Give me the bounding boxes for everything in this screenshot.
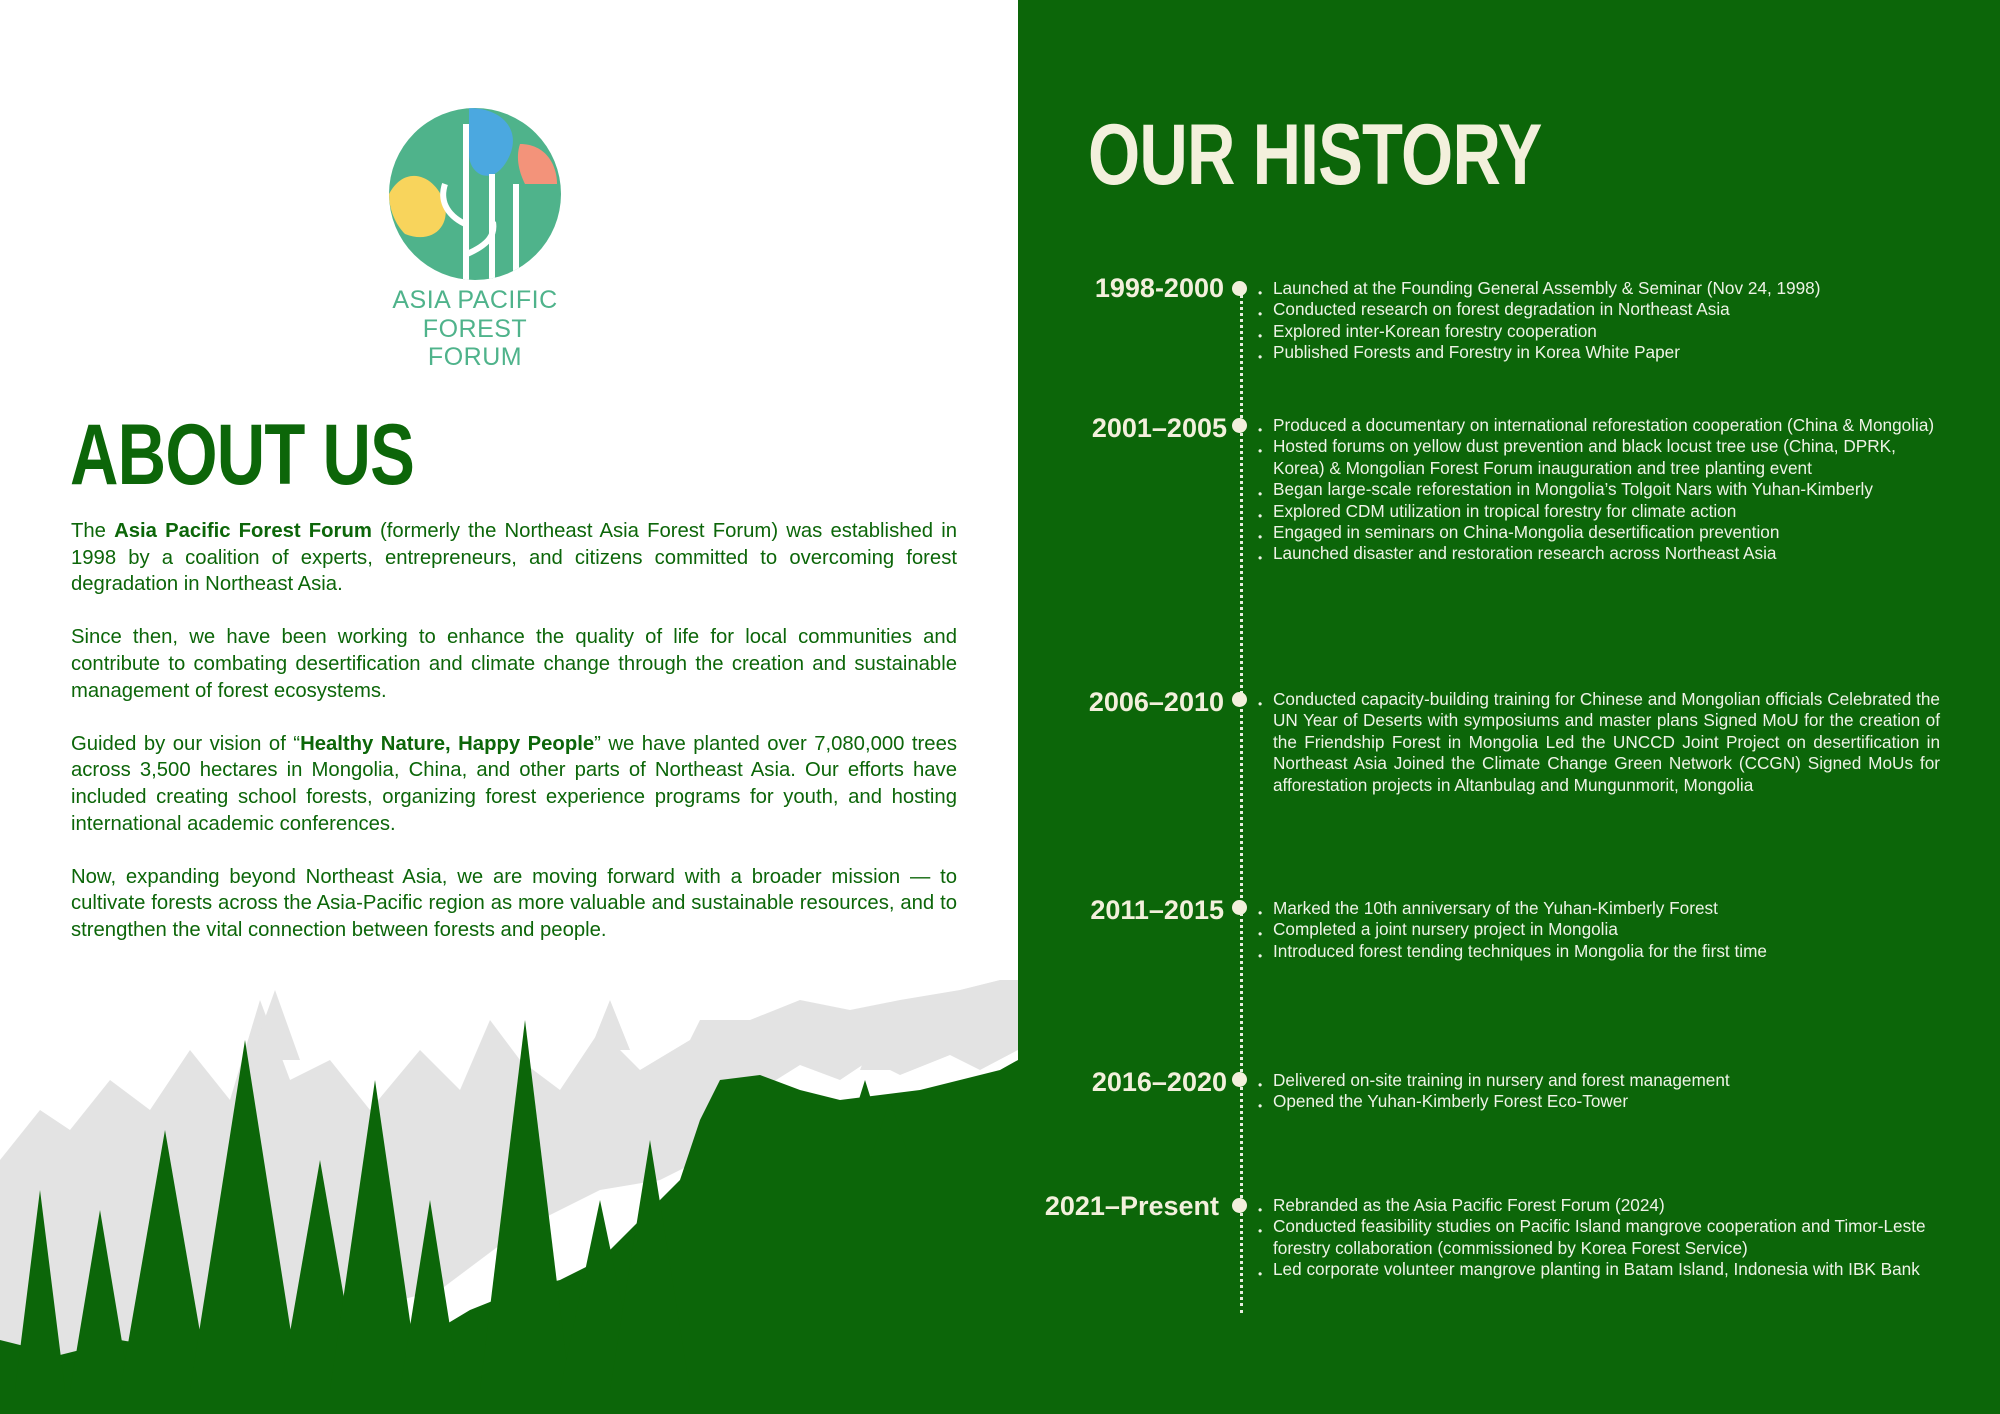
timeline-dot (1232, 281, 1247, 296)
timeline-item: • Published Forests and Forestry in Korea White Paper (1260, 342, 1940, 363)
timeline-item: • Marked the 10th anniversary of the Yuhan-Kimberly Forest (1260, 898, 1940, 919)
about-paragraph-2: Since then, we have been working to enhance the quality of life for local communities and contribute to combating desertification and climate change through the creation and sustainable management of forest ecosystems. (71, 626, 957, 702)
timeline-item: • Conducted capacity-building training for Chinese and Mongolian officials Celebrated the UN Year of Deserts with symposiums and master plans Signed MoU for the creation of the Friendship Forest in Mongolia Led the UNCCD Joint Project on desertification in Northeast Asia Joined the Climate Change Green Network (CCGN) Signed MoUs for afforestation projects in Altanbulag and Mungunmorit, Mongolia (1260, 689, 1940, 796)
forest-silhouette-illustration (0, 960, 2000, 1414)
logo-text-line-2: FOREST FORUM (422, 315, 528, 371)
timeline-item: • Hosted forums on yellow dust prevention and black locust tree use (China, DPRK, Korea) & Mongolian Forest Forum inauguration and tree planting event (1260, 436, 1940, 479)
timeline-dot (1232, 900, 1247, 915)
timeline-item: • Completed a joint nursery project in Mongolia (1260, 919, 1940, 940)
about-p1-org-name: Asia Pacific Forest Forum (114, 520, 372, 542)
about-paragraph-1 (71, 518, 957, 598)
timeline-items-2006-2010 (1260, 689, 1940, 796)
logo-emblem-icon (385, 104, 565, 284)
timeline-item: • Led corporate volunteer mangrove planting in Batam Island, Indonesia with IBK Bank (1260, 1259, 1940, 1280)
timeline-item: • Engaged in seminars on China-Mongolia desertification prevention (1260, 522, 1940, 543)
timeline-items-2001-2005 (1260, 415, 1940, 565)
about-p3-vision: Healthy Nature, Happy People (300, 732, 595, 755)
about-us-heading: ABOUT US (70, 407, 415, 503)
timeline-dot (1232, 1072, 1247, 1087)
timeline-items-1998-2000 (1260, 278, 1940, 364)
timeline-item: • Delivered on-site training in nursery and forest management (1260, 1070, 1940, 1091)
timeline-items-2016-2020 (1260, 1070, 1940, 1113)
timeline-item: • Conducted research on forest degradation in Northeast Asia (1260, 299, 1940, 320)
about-p3-text-post: ” we have planted over 7,080,000 trees across 3,500 hectares in Mongolia, China, and other parts of Northeast Asia. Our efforts have included creating school forests, organizing forest experience programs for youth, and hosting international academic conferences. (71, 732, 957, 835)
timeline-dot (1232, 1198, 1247, 1213)
timeline-items-2021-present (1260, 1195, 1940, 1281)
timeline-item: • Introduced forest tending techniques in Mongolia for the first time (1260, 941, 1940, 962)
asia-pacific-forest-forum-logo (385, 104, 565, 371)
timeline-year-2001-2005: 2001–2005 (1091, 413, 1227, 443)
about-paragraph-3 (71, 731, 957, 837)
timeline-item: • Produced a documentary on international reforestation cooperation (China & Mongolia) (1260, 415, 1940, 436)
timeline-item: • Conducted feasibility studies on Pacific Island mangrove cooperation and Timor-Leste forestry collaboration (commissioned by Korea Forest Service) (1260, 1216, 1940, 1259)
timeline-items-2011-2015 (1260, 898, 1940, 962)
our-history-heading: OUR HISTORY (1088, 107, 1542, 203)
about-p1-text-pre: The (71, 520, 115, 542)
about-p1-text-post: (formerly the Northeast Asia Forest Forum) was established in 1998 by a coalition of experts, entrepreneurs, and citizens committed to overcoming forest degradation in Northeast Asia. (71, 520, 957, 596)
timeline-item: • Began large-scale reforestation in Mongolia’s Tolgoit Nars with Yuhan-Kimberly (1260, 479, 1940, 500)
about-p3-text-pre: Guided by our vision of “ (71, 732, 301, 755)
timeline-dotted-line (1240, 288, 1243, 1313)
timeline-year-2006-2010: 2006–2010 (1088, 687, 1224, 717)
about-paragraph-4: Now, expanding beyond Northeast Asia, we are moving forward with a broader mission — to cultivate forests across the Asia-Pacific region as more valuable and sustainable resources, and to strengthen the vital connection between forests and people. (71, 865, 957, 941)
timeline-item: • Explored inter-Korean forestry cooperation (1260, 321, 1940, 342)
timeline-year-1998-2000: 1998-2000 (1094, 273, 1224, 303)
timeline-item: • Explored CDM utilization in tropical forestry for climate action (1260, 501, 1940, 522)
logo-text-line-1: ASIA PACIFIC (392, 286, 558, 314)
timeline-dot (1232, 692, 1247, 707)
timeline-year-2011-2015: 2011–2015 (1090, 895, 1224, 925)
about-us-body (71, 518, 957, 970)
timeline-item: • Launched disaster and restoration research across Northeast Asia (1260, 543, 1940, 564)
timeline-item: • Opened the Yuhan-Kimberly Forest Eco-Tower (1260, 1091, 1940, 1112)
timeline-dot (1232, 418, 1247, 433)
timeline-item: • Rebranded as the Asia Pacific Forest Forum (2024) (1260, 1195, 1940, 1216)
timeline-year-2021-present: 2021–Present (1044, 1191, 1219, 1221)
timeline-year-2016-2020: 2016–2020 (1091, 1067, 1227, 1097)
timeline-item: • Launched at the Founding General Assembly & Seminar (Nov 24, 1998) (1260, 278, 1940, 299)
